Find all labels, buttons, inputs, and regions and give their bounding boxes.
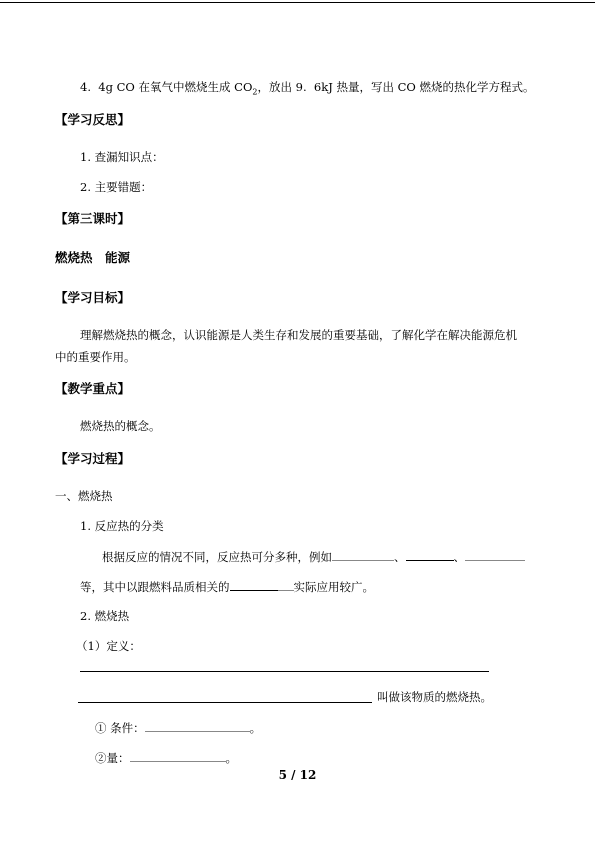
- condition-item: [95, 720, 261, 735]
- amount-blank[interactable]: [130, 750, 226, 762]
- reflection-heading: 【学习反思】: [55, 112, 131, 127]
- fuel-quality-text: 等，其中以跟燃料品质相关的: [80, 580, 230, 594]
- reflection-item-1: 1. 查漏知识点：: [80, 150, 164, 164]
- classification-text: 根据反应的情况不同，反应热可分多种，例如: [102, 550, 332, 564]
- keypoint-heading: 【教学重点】: [55, 381, 131, 396]
- separator: 、: [394, 550, 406, 564]
- definition-blank-line-1[interactable]: [80, 671, 489, 672]
- definition-tail: 叫做该物质的燃烧热。: [377, 690, 492, 704]
- goals-line-2: 中的重要作用。: [55, 350, 136, 364]
- fill-blank-2[interactable]: [406, 549, 454, 561]
- amount-end: 。: [225, 751, 237, 765]
- condition-blank[interactable]: [145, 720, 250, 732]
- fill-blank-1[interactable]: [332, 549, 394, 561]
- condition-label: ① 条件：: [95, 721, 145, 735]
- page-number: 5 / 12: [278, 768, 317, 782]
- lesson-3-heading: 【第三课时】: [55, 211, 131, 226]
- topic-heading: 燃烧热 能源: [55, 250, 131, 265]
- question-4: [80, 80, 535, 97]
- fill-blank-3[interactable]: [465, 549, 525, 561]
- co2-subscript: 2: [252, 87, 258, 97]
- section-combustion-heat: 一、燃烧热: [55, 489, 113, 503]
- question-4-text-cont: ，放出 9. 6kJ 热量，写出 CO 燃烧的热化学方程式。: [257, 80, 535, 94]
- goals-line-1: 理解燃烧热的概念，认识能源是人类生存和发展的重要基础，了解化学在解决能源危机: [80, 328, 517, 342]
- classification-paragraph-cont: [80, 579, 374, 594]
- amount-label: ②量：: [95, 751, 130, 765]
- separator: 、: [453, 550, 465, 564]
- question-4-text: 4. 4g CO 在氧气中燃烧生成 CO: [80, 80, 253, 94]
- keypoint-text: 燃烧热的概念。: [80, 419, 161, 433]
- classification-paragraph: [102, 549, 525, 564]
- amount-item: [95, 750, 237, 765]
- fill-blank-4[interactable]: [230, 579, 278, 591]
- definition-label: （1）定义：: [76, 639, 141, 653]
- item-combustion-heat: 2. 燃烧热: [80, 609, 130, 623]
- fill-blank-4-tail: [278, 579, 294, 591]
- practical-use-text: 实际应用较广。: [293, 580, 374, 594]
- goals-heading: 【学习目标】: [55, 290, 131, 305]
- condition-end: 。: [249, 721, 262, 735]
- item-classification: 1. 反应热的分类: [80, 519, 164, 533]
- header-rule: [0, 2, 595, 3]
- process-heading: 【学习过程】: [55, 451, 131, 466]
- reflection-item-2: 2. 主要错题：: [80, 180, 153, 194]
- definition-blank-line-2[interactable]: [78, 702, 372, 703]
